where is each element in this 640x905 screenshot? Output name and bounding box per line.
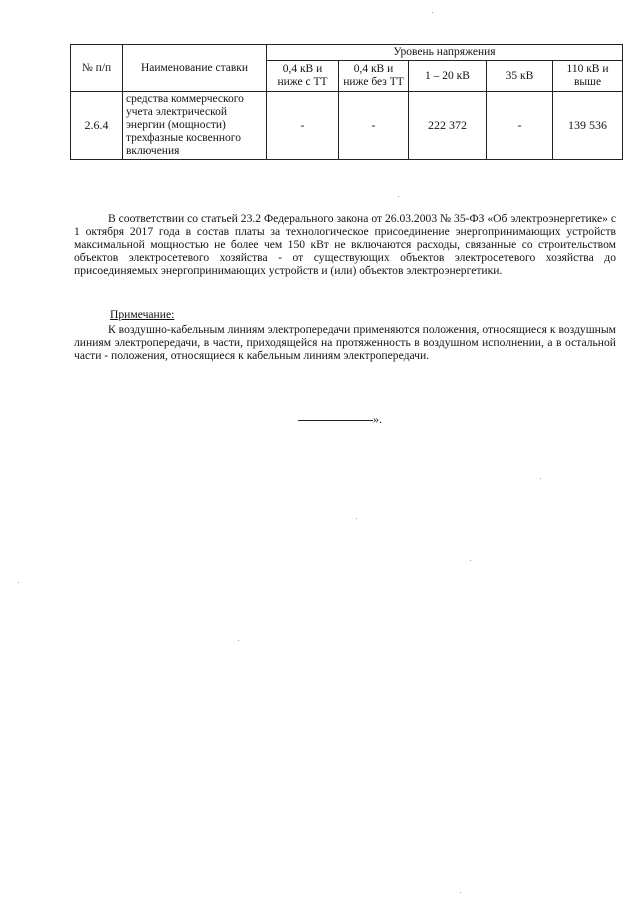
table-row bbox=[71, 92, 623, 160]
scan-speck bbox=[238, 640, 239, 641]
row-name: средства коммерческого учета электрической энергии (мощности) трехфазные косвенного включения bbox=[123, 92, 267, 160]
column-header-name: Наименование ставки bbox=[123, 45, 267, 92]
note-text: К воздушно-кабельным линиям электропередачи применяются положения, относящиеся к воздушным линиям электропередачи, в части, приходящейся на протяженность в воздушном исполнении, а в остальной части - положения, относящиеся к кабельным линиям электропередачи. bbox=[74, 323, 616, 362]
column-header-voltage: 1 – 20 кВ bbox=[409, 61, 487, 92]
column-header-voltage: 35 кВ bbox=[487, 61, 553, 92]
table-cell: - bbox=[339, 92, 409, 160]
closing-quote: ». bbox=[373, 412, 382, 426]
closing-mark bbox=[298, 412, 382, 427]
note-title: Примечание: bbox=[110, 308, 175, 321]
scan-speck bbox=[18, 582, 19, 583]
table-cell: - bbox=[267, 92, 339, 160]
scan-speck bbox=[540, 478, 541, 479]
scan-speck bbox=[432, 12, 433, 13]
column-header-number: № п/п bbox=[71, 45, 123, 92]
row-number: 2.6.4 bbox=[71, 92, 123, 160]
column-group-voltage-level: Уровень напряжения bbox=[267, 45, 623, 61]
column-header-voltage: 0,4 кВ и ниже без ТТ bbox=[339, 61, 409, 92]
scan-speck bbox=[470, 560, 471, 561]
column-header-voltage: 0,4 кВ и ниже с ТТ bbox=[267, 61, 339, 92]
signature-line bbox=[298, 420, 373, 421]
scan-speck bbox=[356, 518, 357, 519]
paragraph-law-reference: В соответствии со статьей 23.2 Федерального закона от 26.03.2003 № 35-ФЗ «Об электроэнергетике» с 1 октября 2017 года в состав платы за технологическое присоединение энергопринимающих устройств максимальной мощностью не более чем 150 кВт не включаются расходы, связанные со строительством объектов электросетевого хозяйства - от существующих объектов электросетевого хозяйства до присоединяемых энергопринимающих устройств и (или) объектов электроэнергетики. bbox=[74, 212, 616, 277]
tariff-table bbox=[70, 44, 623, 160]
table-cell: - bbox=[487, 92, 553, 160]
table-cell: 222 372 bbox=[409, 92, 487, 160]
table-cell: 139 536 bbox=[553, 92, 623, 160]
column-header-voltage: 110 кВ и выше bbox=[553, 61, 623, 92]
scan-speck bbox=[398, 196, 399, 197]
scan-speck bbox=[460, 892, 461, 893]
table-header-row bbox=[71, 45, 623, 61]
